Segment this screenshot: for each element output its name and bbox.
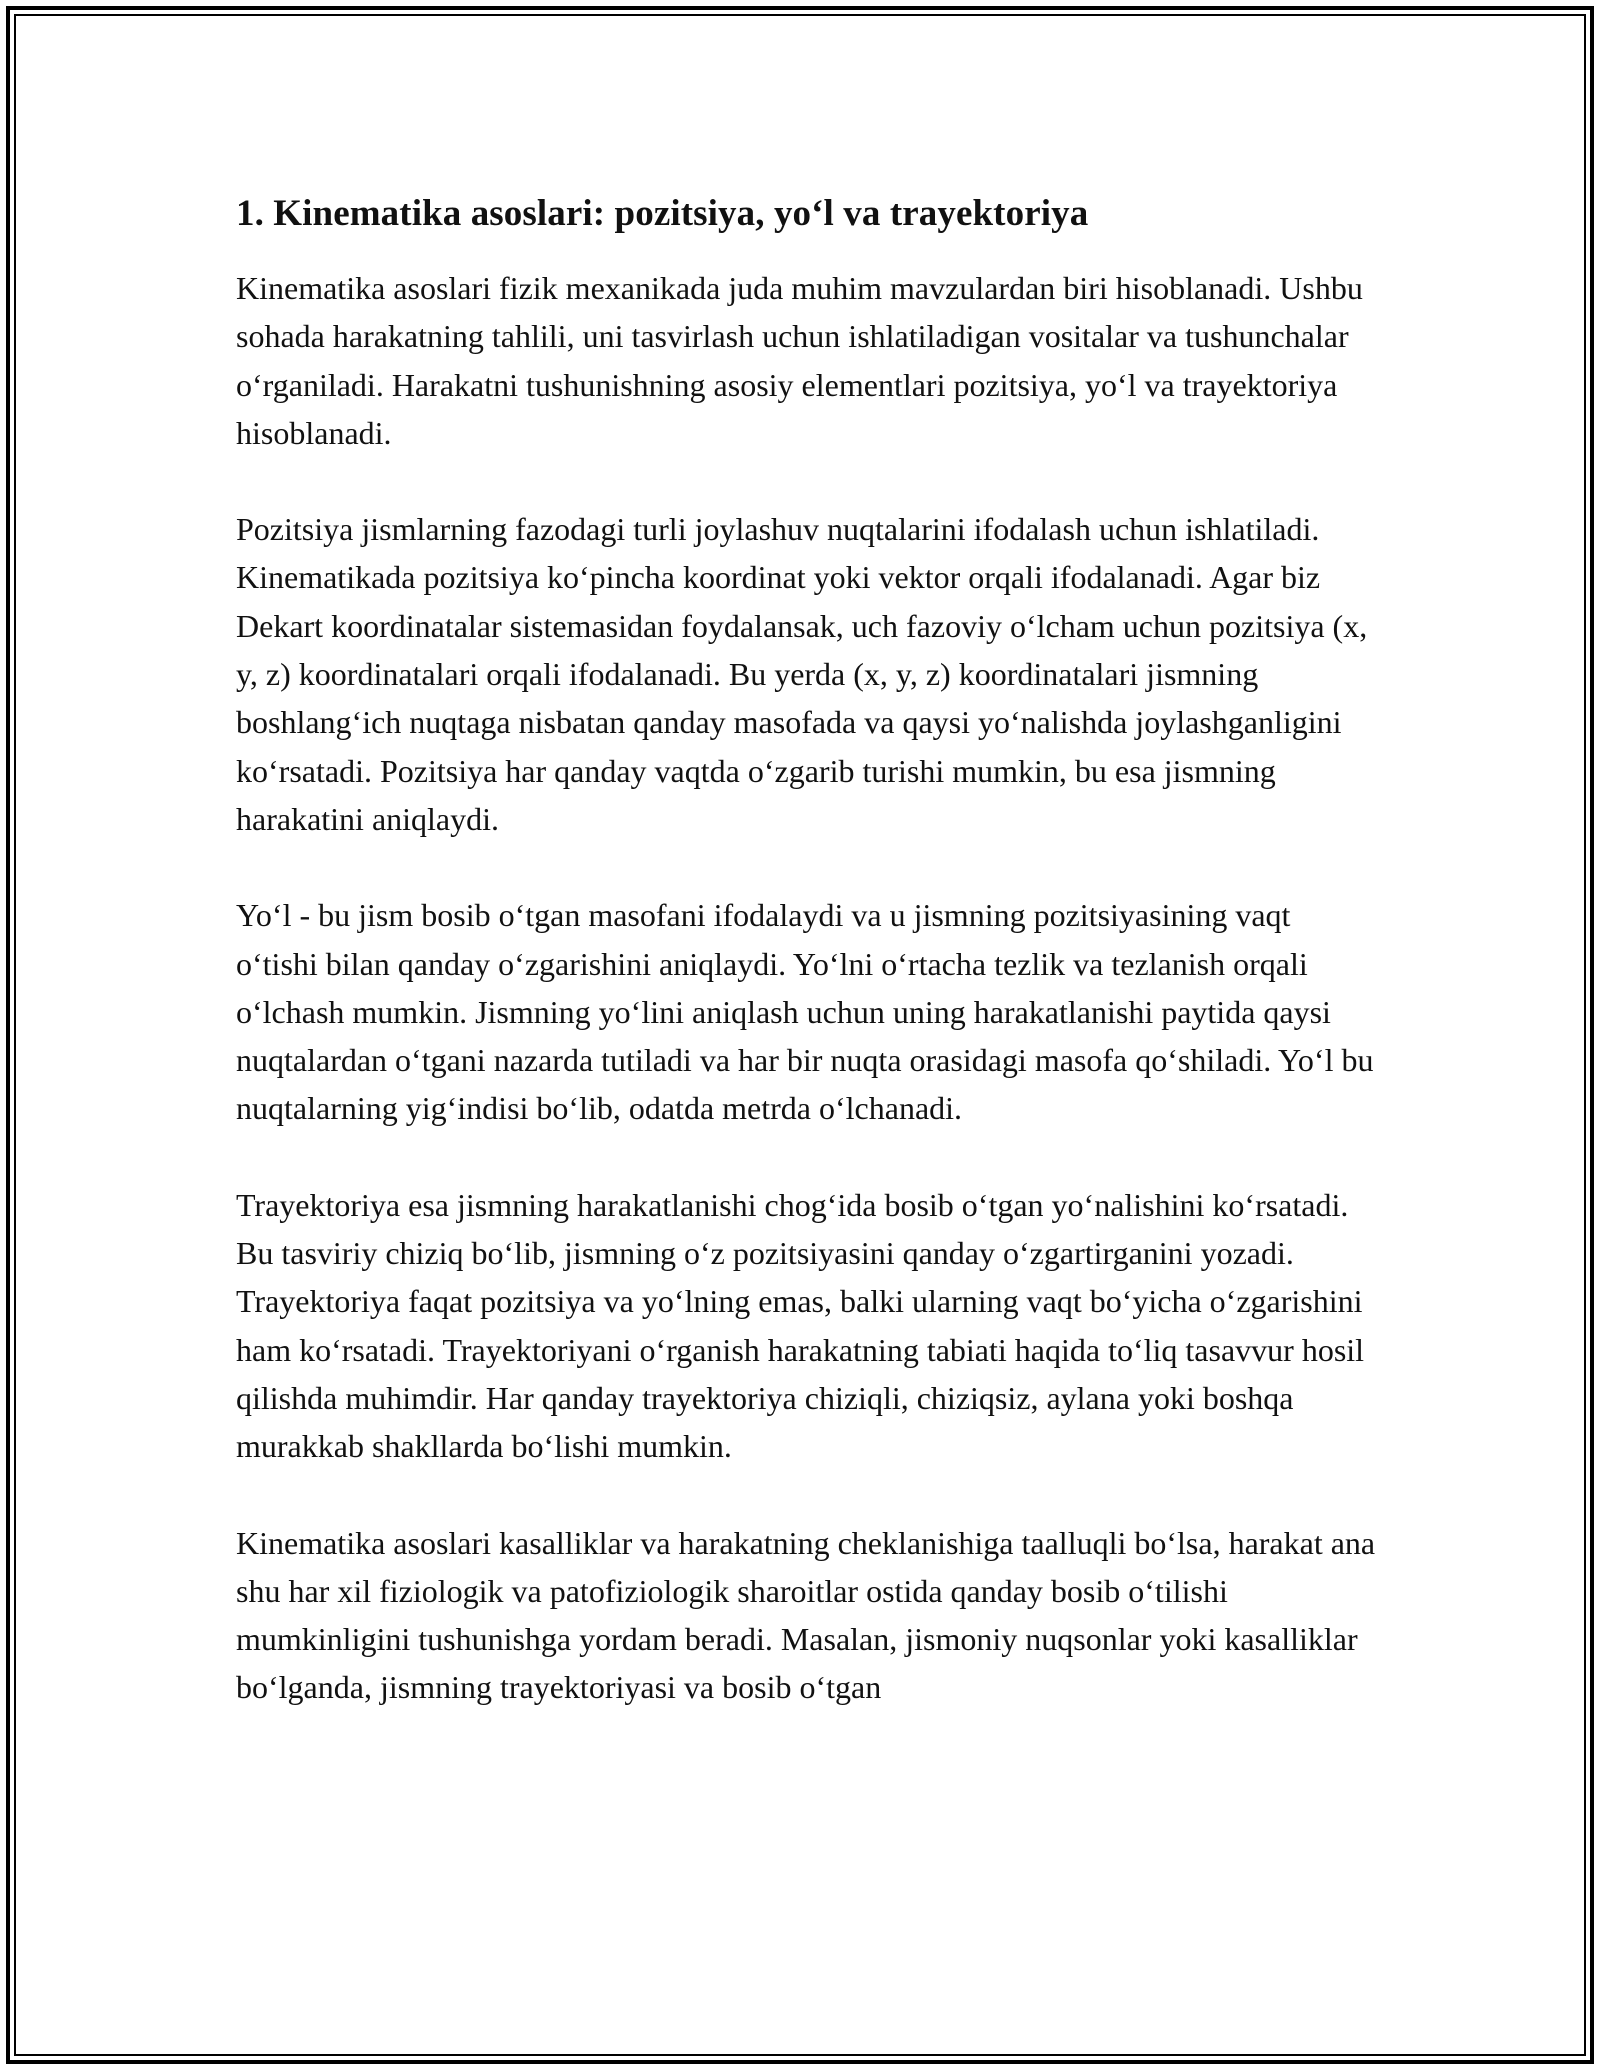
paragraph-intro: Kinematika asoslari fizik mexanikada juda muhim mavzulardan biri hisoblanadi. Ushbu sohada harakatning tahlili, uni tasvirlash uchun ishlatiladigan vositalar va tushunchalar o‘rganiladi. Harakatni tushunishning asosiy elementlari pozitsiya, yo‘l va trayektoriya hisoblanadi. xyxy=(236,270,1363,451)
paragraph-conditions: Kinematika asoslari kasalliklar va harakatning cheklanishiga taalluqli bo‘lsa, harakat ana shu har xil fiziologik va patofiziologik sharoitlar ostida qanday bosib o‘tilishi mumkinligini tushunishga yordam beradi. Masalan, jismoniy nuqsonlar yoki kasalliklar bo‘lganda, jismning trayektoriyasi va bosib o‘tgan xyxy=(236,1524,1376,1706)
document-body xyxy=(236,188,1376,1760)
paragraph-position: Pozitsiya jismlarning fazodagi turli joylashuv nuqtalarini ifodalash uchun ishlatiladi. Kinematikada pozitsiya ko‘pincha koordinat yoki vektor orqali ifodalanadi. Agar biz Dekart koordinatalar sistemasidan foydalansak, uch fazoviy o‘lcham uchun pozitsiya (x, y, z) koordinatalari orqali ifodalanadi. Bu yerda (x, y, z) koordinatalari jismning boshlang‘ich nuqtaga nisbatan qanday masofada va qaysi yo‘nalishda joylashganligini ko‘rsatadi. Pozitsiya har qanday vaqtda o‘zgarib turishi mumkin, bu esa jismning harakatini aniqlaydi. xyxy=(236,511,1368,837)
paragraph-trajectory: Trayektoriya esa jismning harakatlanishi chog‘ida bosib o‘tgan yo‘nalishini ko‘rsatadi. Bu tasviriy chiziq bo‘lib, jismning o‘z pozitsiyasini qanday o‘zgartirganini yozadi. Trayektoriya faqat pozitsiya va yo‘lning emas, balki ularning vaqt bo‘yicha o‘zgarishini ham ko‘rsatadi. Trayektoriyani o‘rganish harakatning tabiati haqida to‘liq tasavvur hosil qilishda muhimdir. Har qanday trayektoriya chiziqli, chiziqsiz, aylana yoki boshqa murakkab shakllarda bo‘lishi mumkin. xyxy=(236,1186,1365,1465)
paragraph-path: Yo‘l - bu jism bosib o‘tgan masofani ifodalaydi va u jismning pozitsiyasining vaqt o‘tishi bilan qanday o‘zgarishini aniqlaydi. Yo‘lni o‘rtacha tezlik va tezlanish orqali o‘lchash mumkin. Jismning yo‘lini aniqlash uchun uning harakatlanishi paytida qaysi nuqtalardan o‘tgani nazarda tutiladi va har bir nuqta orasidagi masofa qo‘shiladi. Yo‘l bu nuqtalarning yig‘indisi bo‘lib, odatda metrda o‘lchanadi. xyxy=(236,897,1374,1127)
section-heading: 1. Kinematika asoslari: pozitsiya, yo‘l va trayektoriya xyxy=(236,193,1089,234)
